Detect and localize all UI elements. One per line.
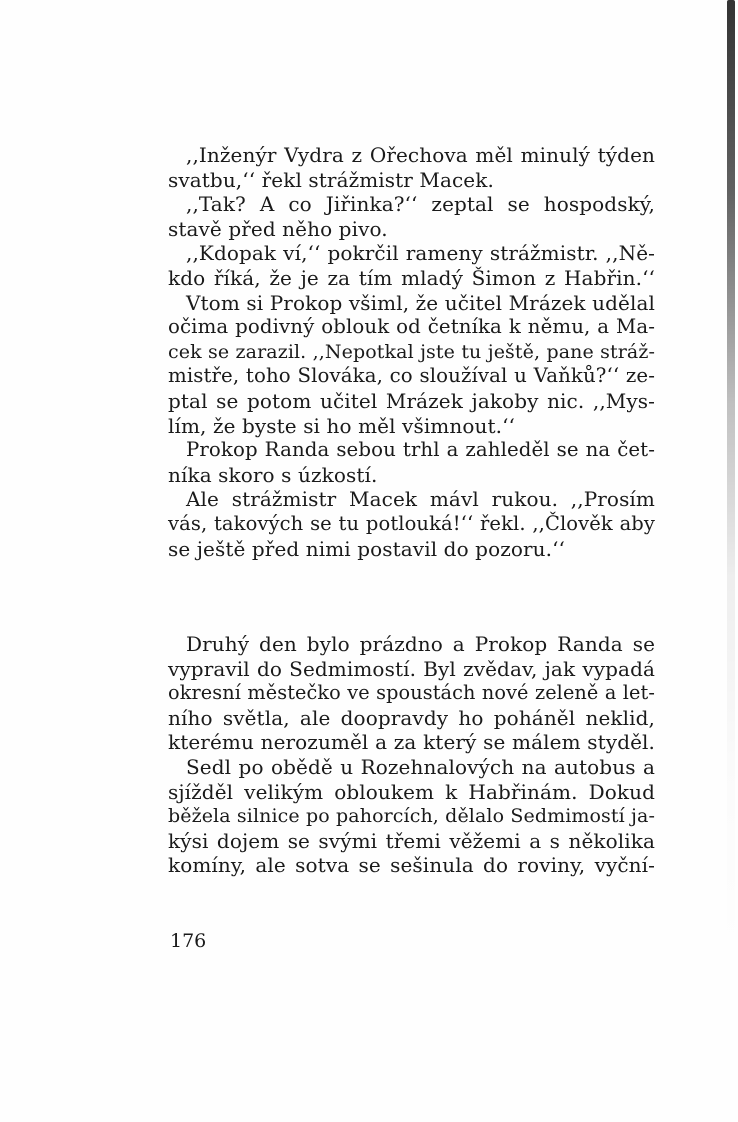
text-line: ,,Inženýr Vydra z Ořechova měl minulý týden — [186, 143, 655, 167]
text-line: Sedl po obědě u Rozehnalových na autobus a — [186, 754, 655, 779]
text-line: stavě před něho pivo. — [168, 216, 388, 241]
text-line: ního světla, ale doopravdy ho poháněl neklid, — [168, 705, 655, 730]
text-line: ,,Kdopak ví,‘‘ pokrčil rameny strážmistr. ,,Ně- — [186, 241, 655, 266]
text-section-1 — [168, 143, 655, 561]
text-line: okresní městečko ve spoustách nové zeleně a let- — [168, 681, 655, 705]
text-line: lím, že byste si ho měl všimnout.‘‘ — [168, 413, 515, 438]
text-line: ptal se potom učitel Mrázek jakoby nic. ,,Mys- — [168, 388, 655, 413]
text-line: sjížděl velikým obloukem k Habřinám. Dokud — [168, 779, 655, 804]
text-line: Prokop Randa sebou trhl a zahleděl se na čet- — [186, 438, 655, 462]
text-line: kterému nerozuměl a za který se málem styděl. — [168, 730, 655, 755]
text-line: Vtom si Prokop všiml, že učitel Mrázek udělal — [186, 290, 655, 315]
text-line: cek se zarazil. ,,Nepotkal jste tu ještě, pane stráž- — [168, 340, 655, 363]
text-line: vás, takových se tu potlouká!‘‘ řekl. ,,Člověk aby — [168, 511, 655, 535]
page-binding-edge — [727, 0, 735, 960]
text-line: očima podivný oblouk od četníka k němu, a Ma- — [168, 315, 655, 339]
text-line: kýsi dojem se svými třemi věžemi a s několika — [168, 828, 655, 853]
text-line: kdo říká, že je za tím mladý Šimon z Habřin.‘‘ — [168, 265, 655, 290]
text-line: Druhý den bylo prázdno a Prokop Randa se — [186, 632, 655, 656]
text-line: vypravil do Sedmimostí. Byl zvědav, jak vypadá — [168, 656, 655, 681]
text-line: ,,Tak? A co Jiřinka?‘‘ zeptal se hospodský, — [186, 192, 655, 217]
text-section-2 — [168, 632, 655, 878]
text-line: se ještě před nimi postavil do pozoru.‘‘ — [168, 536, 565, 561]
text-line: běžela silnice po pahorcích, dělalo Sedmimostí ja- — [168, 805, 655, 828]
text-line: komíny, ale sotva se sešinula do roviny, vyční- — [168, 853, 655, 878]
text-line: svatbu,‘‘ řekl strážmistr Macek. — [168, 167, 494, 192]
text-line: Ale strážmistr Macek mávl rukou. ,,Prosím — [186, 487, 655, 512]
page-number: 176 — [170, 930, 207, 952]
text-line: níka skoro s úzkostí. — [168, 462, 378, 487]
text-line: mistře, toho Slováka, co sloužíval u Vaňků?‘‘ ze- — [168, 364, 655, 388]
